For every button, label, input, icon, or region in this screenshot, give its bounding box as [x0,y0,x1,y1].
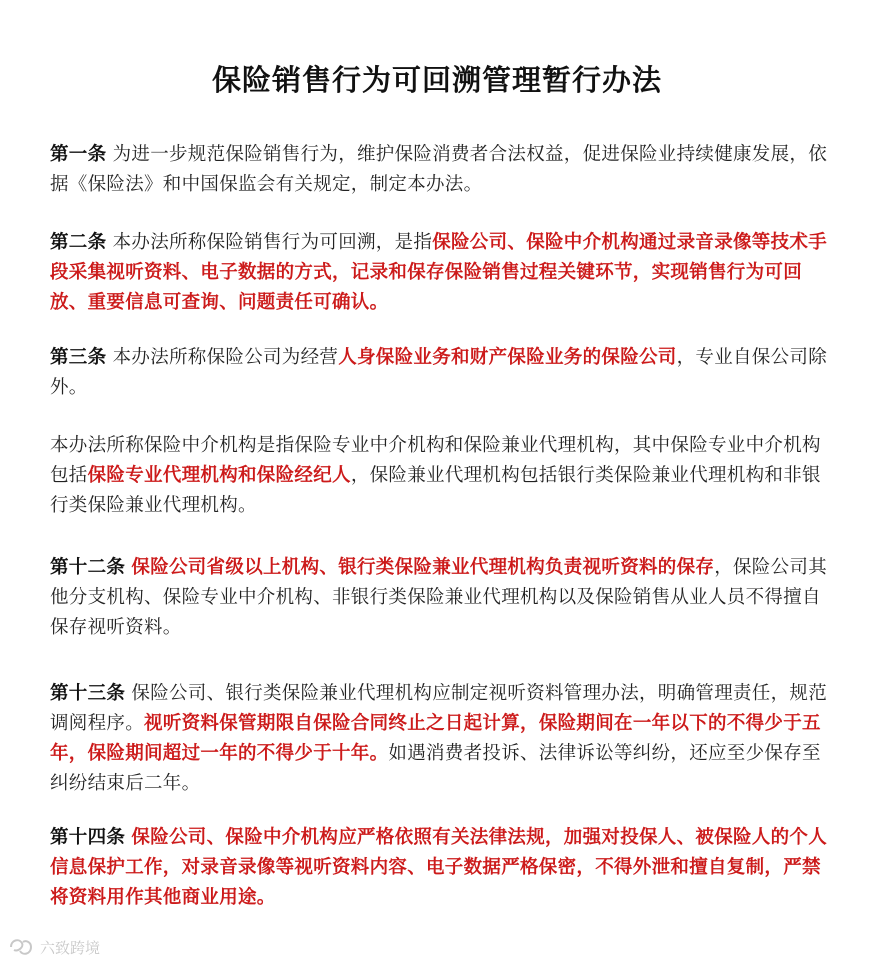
article-number: 第三条 [50,347,107,368]
watermark [8,934,100,960]
article-3-continuation [50,431,834,521]
article-14 [50,823,834,913]
article-text: 如遇消费者投诉、法律诉讼等纠纷，还应至少保存至纠纷结束后二年。 [50,743,821,794]
article-12 [50,553,834,643]
article-highlight: 视听资料保管期限自保险合同终止之日起计算，保险期间在一年以下的不得少于五年，保险期间超过一年的不得少于十年。 [50,713,821,764]
article-number: 第十三条 [50,683,126,704]
article-text: 保险公司、银行类保险兼业代理机构应制定视听资料管理办法，明确管理责任，规范调阅程序。 [50,683,827,734]
brand-logo-icon [8,936,34,958]
article-highlight: 保险公司、保险中介机构通过录音录像等技术手段采集视听资料、电子数据的方式，记录和保存保险销售过程关键环节，实现销售行为可回放、重要信息可查询、问题责任可确认。 [50,232,828,313]
article-text: 本办法所称保险公司为经营 [112,347,339,368]
article-text: 本办法所称保险销售行为可回溯，是指 [112,232,433,253]
article-highlight: 保险公司省级以上机构、银行类保险兼业代理机构负责视听资料的保存 [131,557,715,578]
article-text: ，专业自保公司除外。 [50,347,828,398]
article-highlight: 保险公司、保险中介机构应严格依照有关法律法规，加强对投保人、被保险人的个人信息保护工作，对录音录像等视听资料内容、电子数据严格保密，不得外泄和擅自复制，严禁将资料用作其他商业用途。 [50,827,827,908]
article-3 [50,343,834,403]
article-2 [50,228,834,318]
watermark-text: 六致跨境 [40,938,101,957]
article-number: 第十二条 [50,557,126,578]
article-13 [50,679,834,799]
article-number: 第十四条 [50,827,126,848]
article-1 [50,140,834,200]
article-highlight: 人身保险业务和财产保险业务的保险公司 [338,347,677,368]
document-title: 保险销售行为可回溯管理暂行办法 [211,63,662,97]
article-text: 本办法所称保险中介机构是指保险专业中介机构和保险兼业代理机构，其中保险专业中介机构包括 [50,435,821,486]
article-text: ，保险公司其他分支机构、保险专业中介机构、非银行类保险兼业代理机构以及保险销售从业人员不得擅自保存视听资料。 [50,557,828,638]
article-number: 第一条 [50,144,107,165]
article-number: 第二条 [50,232,107,253]
article-text: ，保险兼业代理机构包括银行类保险兼业代理机构和非银行类保险兼业代理机构。 [50,465,821,516]
article-text: 为进一步规范保险销售行为，维护保险消费者合法权益，促进保险业持续健康发展，依据《保险法》和中国保监会有关规定，制定本办法。 [50,144,827,195]
article-highlight: 保险专业代理机构和保险经纪人 [87,465,351,486]
